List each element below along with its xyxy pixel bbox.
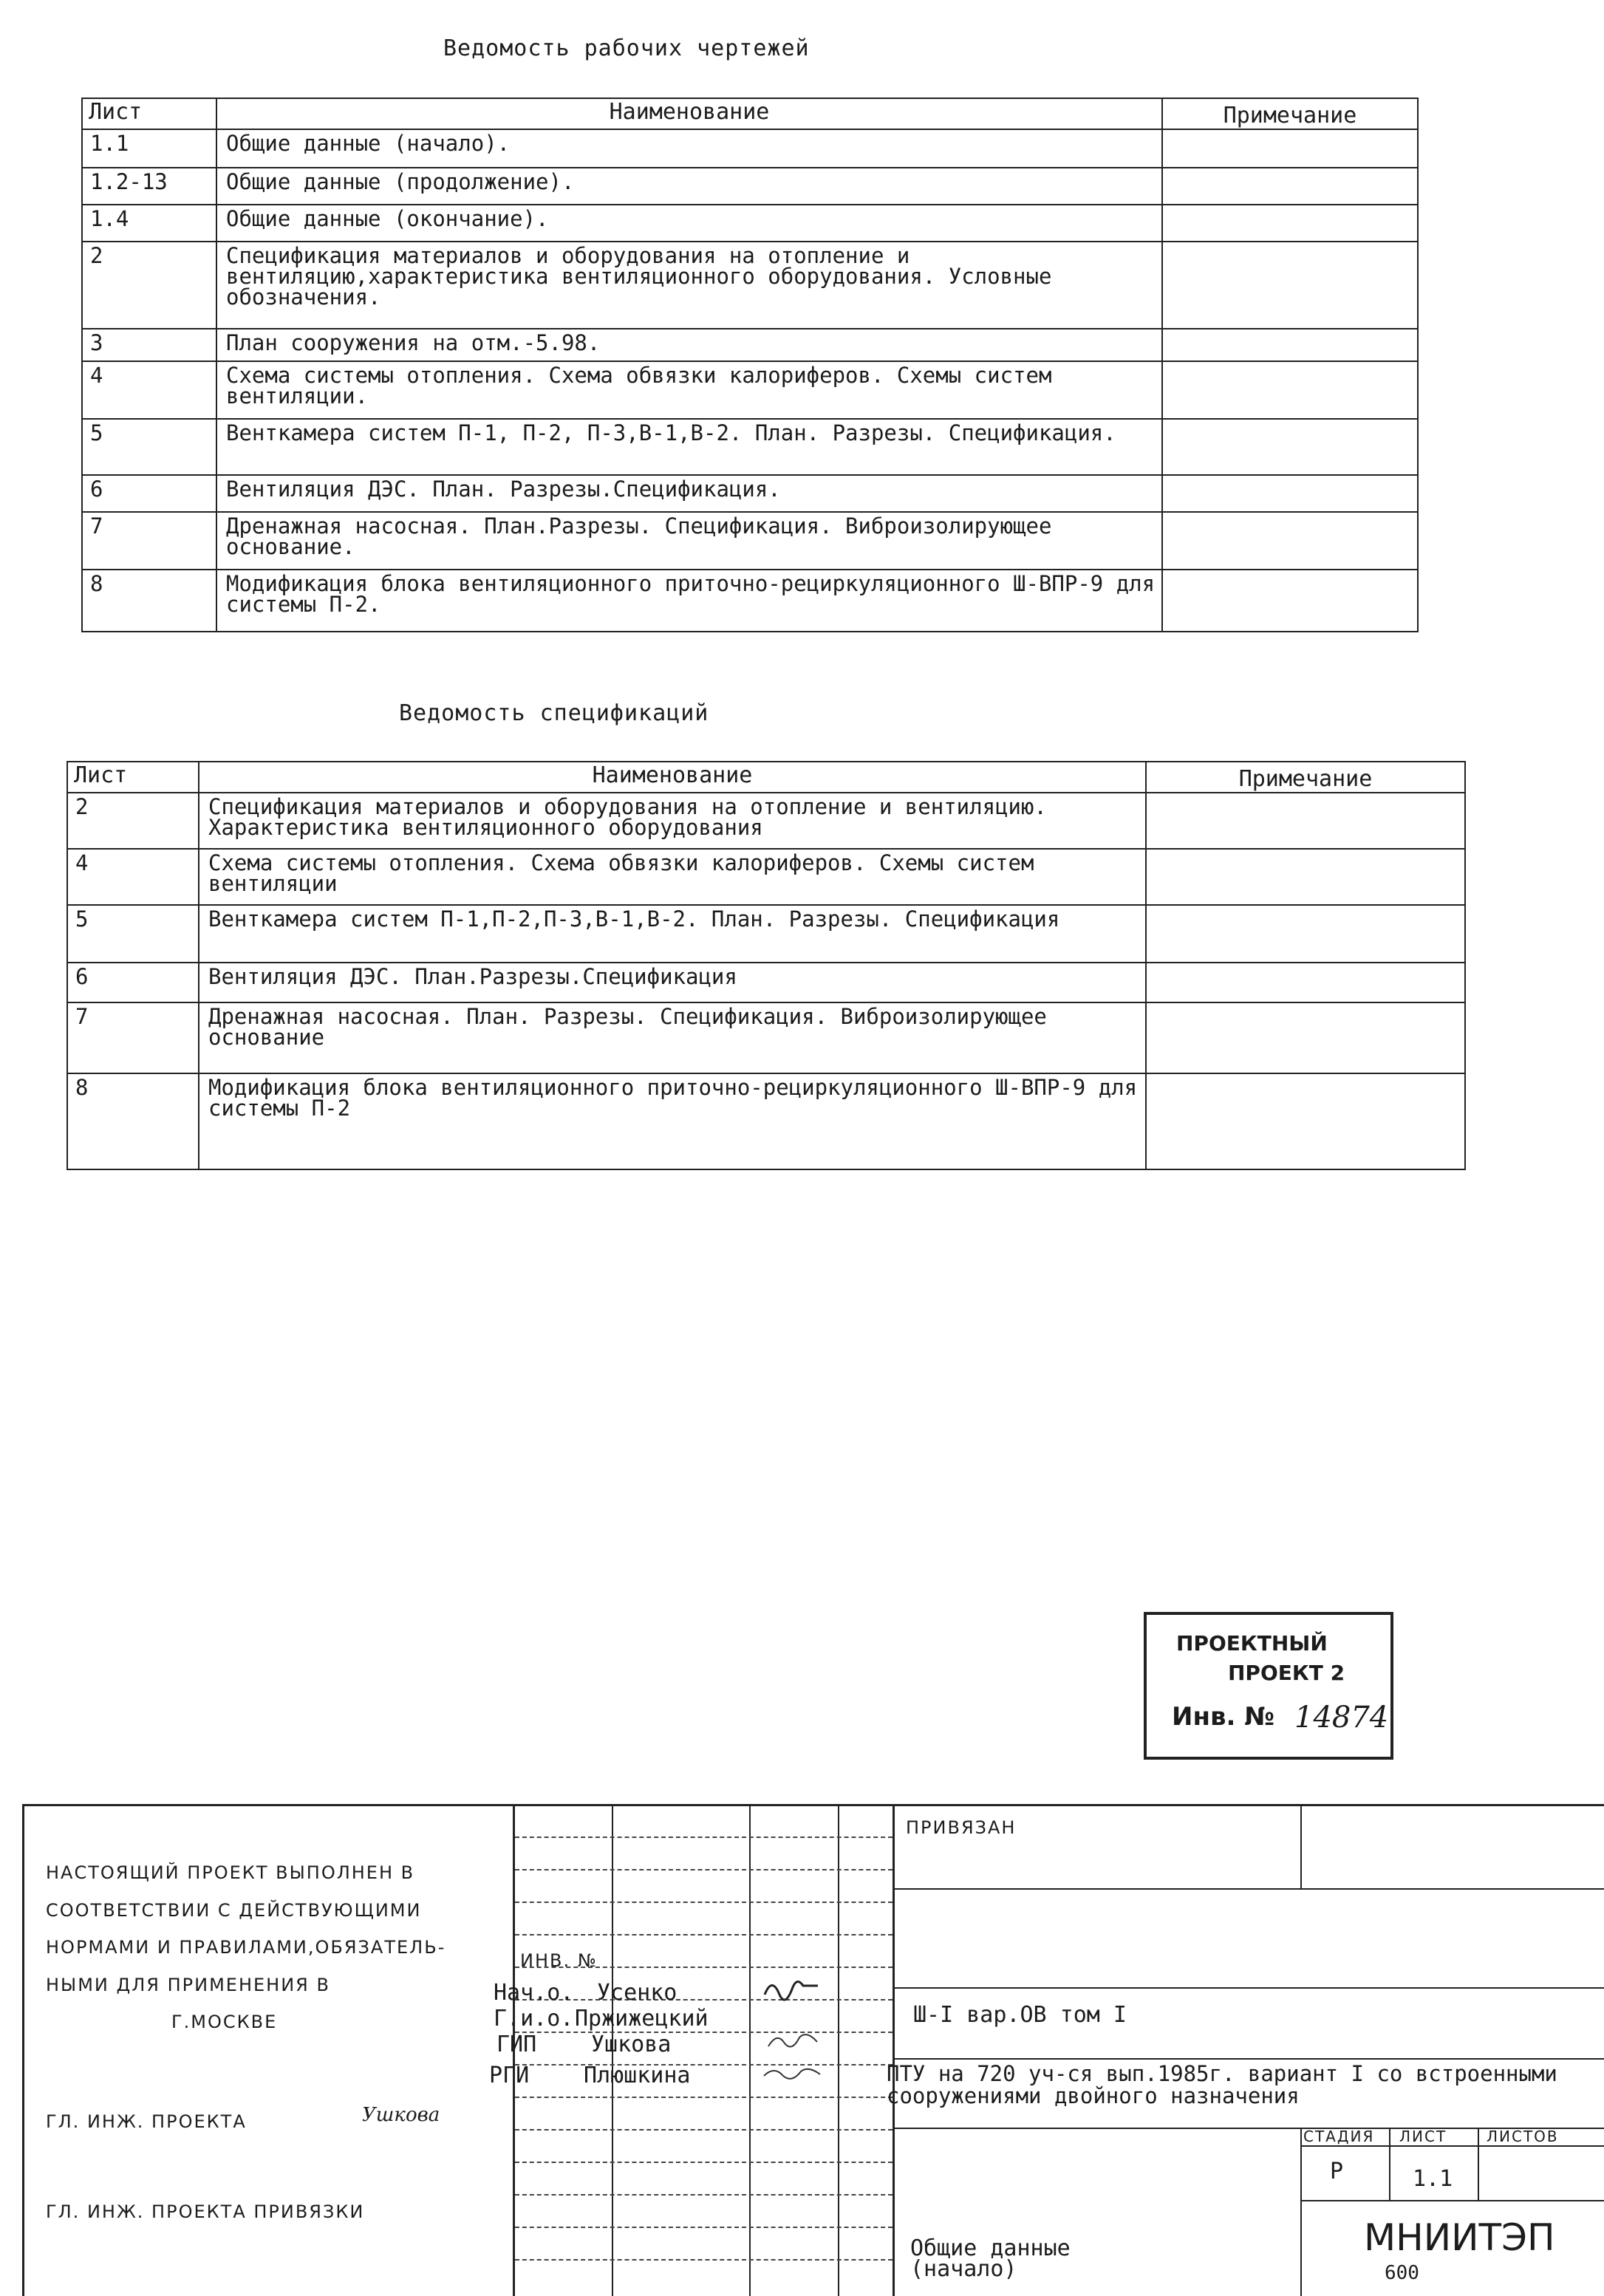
sheet-name: Вентиляция ДЭС. План.Разрезы.Спецификация: [199, 963, 1146, 1002]
sheet-note: [1162, 129, 1418, 168]
sheet-number: 1.2-13: [82, 168, 216, 205]
sheet-number: 1.4: [82, 205, 216, 242]
sheet-name: Спецификация материалов и оборудования на отопление и вентиляцию,характеристика вентиляционного оборудования. Условные обозначения.: [216, 242, 1162, 329]
signer-name: Усенко: [597, 1980, 678, 2006]
sheet-note: [1146, 1002, 1465, 1073]
sheet-note: [1146, 963, 1465, 1002]
sheet-note: [1162, 329, 1418, 361]
table-row: [67, 963, 1465, 1002]
inv-no-label: ИНВ. №: [520, 1950, 598, 1971]
sheet-note: [1162, 570, 1418, 632]
specs-table: [66, 761, 1466, 1170]
project-title: ПТУ на 720 уч-ся вып.1985г. вариант I со встроенными сооружениями двойного назначения: [887, 2061, 1557, 2108]
sheet-name: Венткамера систем П-1,П-2,П-3,В-1,В-2. План. Разрезы. Спецификация: [199, 905, 1146, 963]
document-name: Общие данные (начало): [910, 2235, 1071, 2282]
stamp-inv-label: Инв. №: [1172, 1702, 1275, 1732]
sheet-number: 7: [82, 512, 216, 570]
header-sheet: Лист: [82, 98, 216, 129]
sheet-name: Схема системы отопления. Схема обвязки калориферов. Схемы систем вентиляции: [199, 849, 1146, 905]
sheet-note: [1146, 905, 1465, 963]
sheet-number: 3: [82, 329, 216, 361]
sheet-name: Схема системы отопления. Схема обвязки калориферов. Схемы систем вентиляции.: [216, 361, 1162, 419]
sheet-note: [1162, 512, 1418, 570]
chief-engineer-signature: Ушкова: [362, 2104, 440, 2126]
table-row: [67, 1002, 1465, 1073]
chief-engineer-label: ГЛ. ИНЖ. ПРОЕКТА: [46, 2111, 247, 2132]
sheet-number: 4: [82, 361, 216, 419]
sheet-note: [1162, 419, 1418, 475]
table-row: [82, 242, 1418, 329]
sheet-number: 8: [82, 570, 216, 632]
stamp-inv-number: 14874: [1294, 1701, 1389, 1735]
signer-role: Г.и.о.: [494, 2006, 574, 2032]
sheet-value: 1.1: [1413, 2166, 1453, 2192]
sheet-number: 2: [67, 793, 199, 849]
stage-label: СТАДИЯ: [1303, 2128, 1375, 2145]
header-sheet: Лист: [67, 762, 199, 793]
table-row: [82, 168, 1418, 205]
sheet-name: Общие данные (продолжение).: [216, 168, 1162, 205]
sheet-name: Дренажная насосная. План.Разрезы. Спецификация. Виброизолирующее основание.: [216, 512, 1162, 570]
header-name: Наименование: [199, 762, 1146, 793]
statement-line: Г.МОСКВЕ: [171, 2012, 278, 2032]
statement-line: НОРМАМИ И ПРАВИЛАМИ,ОБЯЗАТЕЛЬ-: [46, 1937, 446, 1958]
statement-line: НАСТОЯЩИЙ ПРОЕКТ ВЫПОЛНЕН В: [46, 1862, 415, 1883]
signer-name: Плюшкина: [584, 2063, 691, 2088]
stamp-line2: ПРОЕКТ 2: [1228, 1661, 1345, 1685]
organization-sub: 600: [1385, 2262, 1419, 2284]
signatures: [754, 1965, 835, 2098]
sheet-note: [1146, 849, 1465, 905]
sheet-name: Модификация блока вентиляционного приточно-рециркуляционного Ш-ВПР-9 для системы П-2.: [216, 570, 1162, 632]
sheet-note: [1162, 168, 1418, 205]
statement-line: СООТВЕТСТВИИ С ДЕЙСТВУЮЩИМИ: [46, 1899, 422, 1921]
table-row: [82, 329, 1418, 361]
table-row: [82, 512, 1418, 570]
table-row: [82, 205, 1418, 242]
organization: МНИИТЭП: [1364, 2216, 1555, 2259]
sheet-note: [1162, 205, 1418, 242]
header-note: Примечание: [1146, 762, 1465, 793]
compliance-statement: [46, 1854, 446, 2041]
bound-label: ПРИВЯЗАН: [906, 1817, 1017, 1838]
sheet-label: ЛИСТ: [1399, 2128, 1447, 2145]
table-row: [82, 570, 1418, 632]
sheet-number: 7: [67, 1002, 199, 1073]
sheet-number: 1.1: [82, 129, 216, 168]
sheet-number: 4: [67, 849, 199, 905]
table-row: [67, 905, 1465, 963]
sheet-number: 6: [67, 963, 199, 1002]
table-row: [82, 419, 1418, 475]
sheet-note: [1162, 242, 1418, 329]
specs-title: Ведомость спецификаций: [399, 700, 709, 726]
sheet-note: [1146, 1073, 1465, 1169]
sheet-number: 5: [67, 905, 199, 963]
sheet-name: Модификация блока вентиляционного приточно-рециркуляционного Ш-ВПР-9 для системы П-2: [199, 1073, 1146, 1169]
sheet-name: Венткамера систем П-1, П-2, П-3,В-1,В-2. План. Разрезы. Спецификация.: [216, 419, 1162, 475]
table-row: [82, 361, 1418, 419]
signer-name: Ушкова: [591, 2032, 672, 2057]
sheets-label: ЛИСТОВ: [1487, 2128, 1559, 2145]
sheet-name: Вентиляция ДЭС. План. Разрезы.Спецификация.: [216, 475, 1162, 512]
sheet-note: [1162, 475, 1418, 512]
signer-role: ГИП: [496, 2032, 537, 2057]
sheet-number: 2: [82, 242, 216, 329]
sheet-number: 5: [82, 419, 216, 475]
sheet-note: [1162, 361, 1418, 419]
table-row: [67, 849, 1465, 905]
table-row: [82, 475, 1418, 512]
stamp-line1: ПРОЕКТНЫЙ: [1176, 1631, 1328, 1656]
sheet-name: Общие данные (окончание).: [216, 205, 1162, 242]
binding-engineer-label: ГЛ. ИНЖ. ПРОЕКТА ПРИВЯЗКИ: [46, 2201, 365, 2222]
sheet-name: План сооружения на отм.-5.98.: [216, 329, 1162, 361]
header-note: Примечание: [1162, 98, 1418, 129]
drawings-title: Ведомость рабочих чертежей: [443, 35, 810, 61]
signer-name: Пржижецкий: [575, 2006, 709, 2032]
signer-role: Нач.о.: [494, 1980, 574, 2006]
header-name: Наименование: [216, 98, 1162, 129]
sheet-number: 6: [82, 475, 216, 512]
archive-stamp: [1144, 1612, 1393, 1760]
project-code: Ш-I вар.ОВ том I: [913, 2002, 1127, 2028]
statement-line: НЫМИ ДЛЯ ПРИМЕНЕНИЯ В: [46, 1974, 330, 1995]
table-row: [67, 793, 1465, 849]
sheet-name: Общие данные (начало).: [216, 129, 1162, 168]
sheet-name: Спецификация материалов и оборудования на отопление и вентиляцию. Характеристика вентиляционного оборудования: [199, 793, 1146, 849]
sheet-number: 8: [67, 1073, 199, 1169]
sheet-name: Дренажная насосная. План. Разрезы. Спецификация. Виброизолирующее основание: [199, 1002, 1146, 1073]
table-row: [67, 1073, 1465, 1169]
drawings-table: [81, 98, 1419, 632]
table-row: [82, 129, 1418, 168]
sheet-note: [1146, 793, 1465, 849]
signer-role: РГИ: [489, 2063, 530, 2088]
stage-value: Р: [1330, 2159, 1344, 2184]
